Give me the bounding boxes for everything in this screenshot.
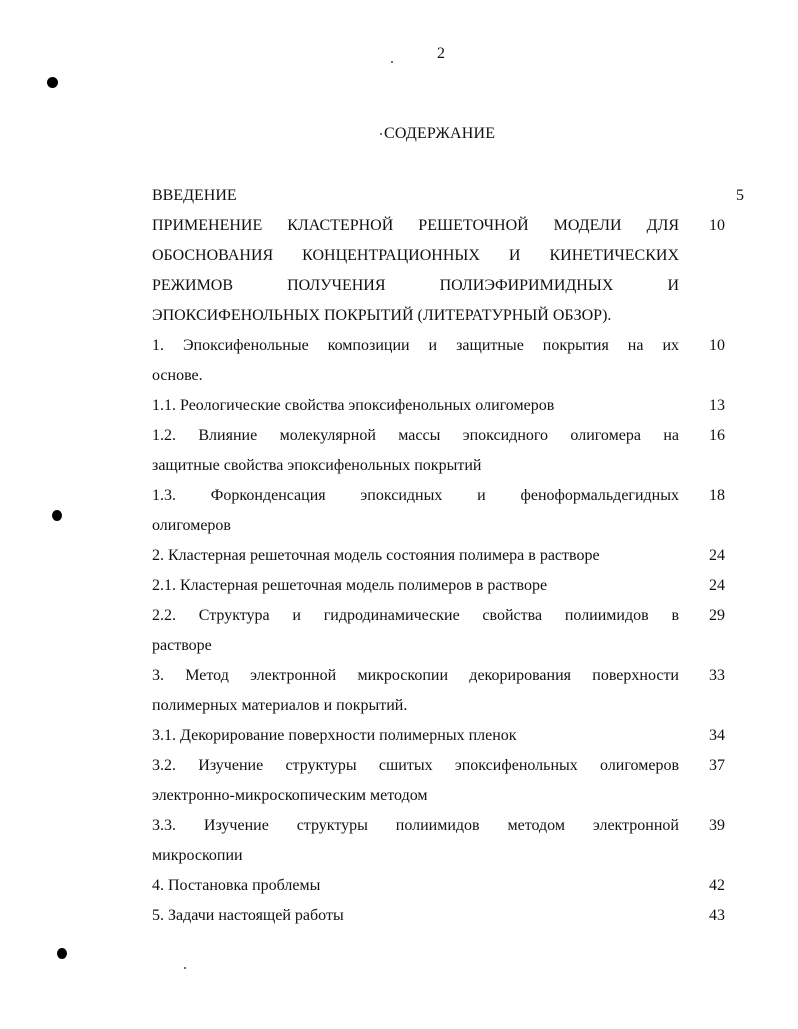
toc-entry-line: 3.1. Декорирование поверхности полимерных пленок: [152, 727, 517, 744]
toc-entry-line: электронно-микроскопическим методом: [152, 787, 428, 804]
toc-entry-line: микроскопии: [152, 847, 243, 864]
toc-entry-line: 2. Кластерная решеточная модель состояния полимера в растворе: [152, 547, 600, 564]
scan-speck: [380, 133, 382, 135]
toc-entry: [152, 811, 732, 871]
toc-entry-line: 3.3. Изучение структуры полиимидов методом электронной: [152, 817, 679, 834]
toc-page-number: 10: [709, 337, 725, 354]
table-of-contents: [152, 181, 744, 931]
toc-page-number: 33: [709, 667, 725, 684]
toc-entry: [152, 541, 732, 571]
toc-page-number: 39: [709, 817, 725, 834]
binding-hole-mark: [47, 77, 58, 88]
toc-entry-line: ВВЕДЕНИЕ: [152, 187, 237, 204]
toc-entry-line: полимерных материалов и покрытий.: [152, 697, 408, 714]
toc-entry-line: 1.1. Реологические свойства эпоксифенольных олигомеров: [152, 397, 555, 414]
toc-entry-line: растворе: [152, 637, 212, 654]
toc-page-number: 37: [709, 757, 725, 774]
toc-entry: [152, 661, 732, 721]
toc-page-number: 29: [709, 607, 725, 624]
page-number: 2: [437, 45, 445, 62]
toc-entry-line: РЕЖИМОВ ПОЛУЧЕНИЯ ПОЛИЭФИРИМИДНЫХ И: [152, 277, 679, 294]
toc-page-number: 16: [709, 427, 725, 444]
toc-entry: [152, 571, 732, 601]
toc-entry-line: основе.: [152, 367, 203, 384]
toc-entry-line: 4. Постановка проблемы: [152, 877, 321, 894]
toc-entry: [152, 211, 732, 331]
toc-entry: [152, 721, 732, 751]
toc-page-number: 42: [709, 877, 725, 894]
toc-entry-line: ПРИМЕНЕНИЕ КЛАСТЕРНОЙ РЕШЕТОЧНОЙ МОДЕЛИ ДЛЯ: [152, 217, 679, 234]
toc-page-number: 10: [709, 217, 725, 234]
scan-speck: [184, 967, 186, 969]
toc-page-number: 43: [709, 907, 725, 924]
toc-page-number: 5: [736, 187, 744, 204]
toc-entry-line: 1.2. Влияние молекулярной массы эпоксидного олигомера на: [152, 427, 679, 444]
toc-entry-line: 1. Эпоксифенольные композиции и защитные покрытия на их: [152, 337, 679, 354]
toc-entry-line: 5. Задачи настоящей работы: [152, 907, 344, 924]
toc-entry-line: олигомеров: [152, 517, 231, 534]
toc-entry-line: ОБОСНОВАНИЯ КОНЦЕНТРАЦИОННЫХ И КИНЕТИЧЕСКИХ: [152, 247, 679, 264]
scan-speck: [391, 61, 393, 63]
binding-hole-mark: [52, 510, 62, 521]
toc-entry-line: 3. Метод электронной микроскопии декорирования поверхности: [152, 667, 679, 684]
toc-entry: [152, 331, 732, 391]
toc-entry-line: ЭПОКСИФЕНОЛЬНЫХ ПОКРЫТИЙ (ЛИТЕРАТУРНЫЙ ОБЗОР).: [152, 307, 612, 324]
toc-entry-line: 3.2. Изучение структуры сшитых эпоксифенольных олигомеров: [152, 757, 679, 774]
binding-hole-mark: [57, 948, 67, 959]
toc-entry: [152, 421, 732, 481]
toc-page-number: 34: [709, 727, 725, 744]
toc-entry: [152, 601, 732, 661]
toc-entry: [152, 391, 732, 421]
toc-page-number: 24: [709, 547, 725, 564]
toc-entry: [152, 901, 732, 931]
toc-title: СОДЕРЖАНИЕ: [384, 125, 496, 142]
toc-page-number: 18: [709, 487, 725, 504]
toc-page-number: 24: [709, 577, 725, 594]
toc-entry-line: 2.1. Кластерная решеточная модель полимеров в растворе: [152, 577, 548, 594]
toc-entry: [152, 181, 744, 211]
toc-entry: [152, 751, 732, 811]
toc-page-number: 13: [709, 397, 725, 414]
toc-entry-line: защитные свойства эпоксифенольных покрытий: [152, 457, 482, 474]
toc-entry-line: 2.2. Структура и гидродинамические свойства полиимидов в: [152, 607, 679, 624]
toc-entry: [152, 871, 732, 901]
toc-entry-line: 1.3. Форконденсация эпоксидных и феноформальдегидных: [152, 487, 679, 504]
toc-entry: [152, 481, 732, 541]
